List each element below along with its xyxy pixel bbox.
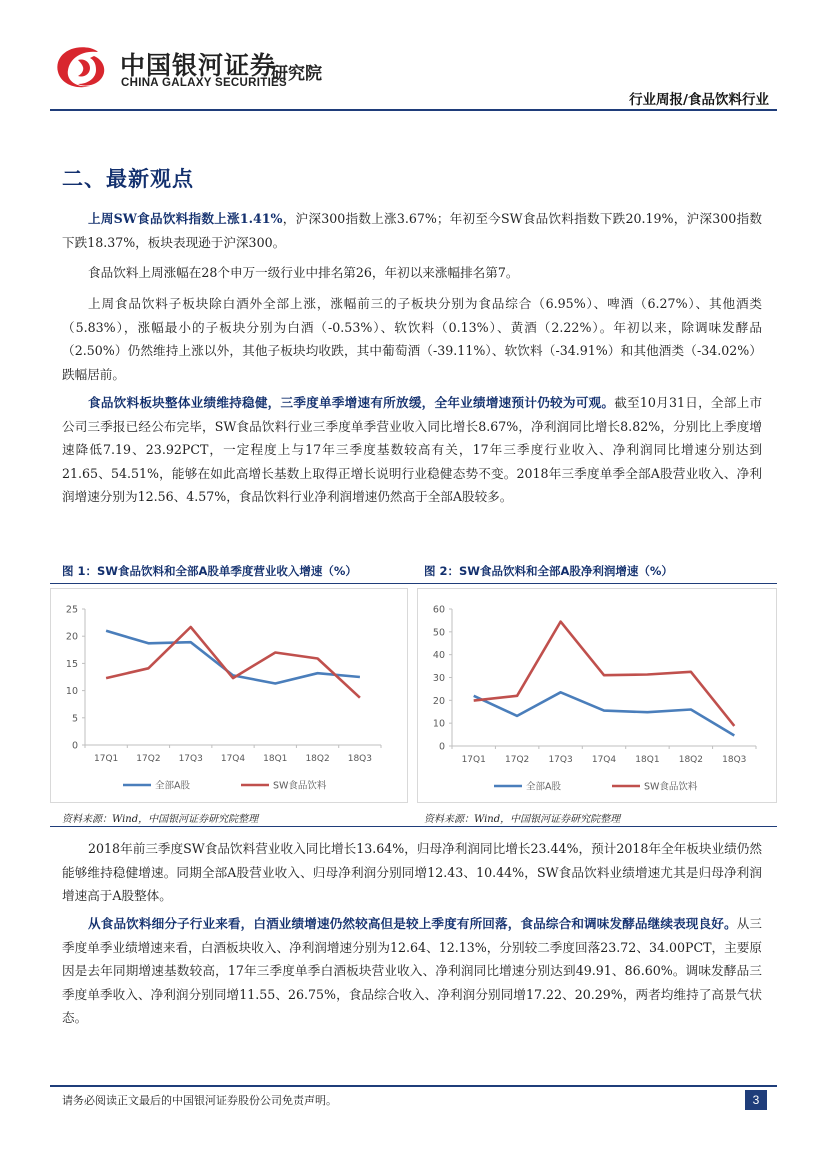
chart-1-x-tick-label: 17Q2	[136, 754, 161, 764]
figure-2-source: 资料来源：Wind，中国银河证券研究院整理	[424, 814, 621, 825]
chart-1-y-tick-label: 0	[71, 740, 78, 752]
chart-2-y-tick-label: 0	[438, 741, 445, 753]
figure-1-source: 资料来源：Wind，中国银河证券研究院整理	[62, 814, 259, 825]
page-number: 3	[745, 1090, 767, 1110]
chart-1-y-tick-label: 5	[71, 713, 78, 725]
chart-1-legend-label: 全部A股	[155, 780, 190, 792]
footer-rule	[50, 1085, 777, 1087]
company-name-en: CHINA GALAXY SECURITIES	[121, 77, 288, 89]
report-type: 行业周报/食品饮料行业	[629, 92, 769, 108]
chart-2	[418, 589, 776, 802]
chart-1-y-tick-label: 15	[65, 658, 78, 670]
chart-1-x-tick-label: 18Q3	[347, 754, 372, 764]
chart-2-y-tick-label: 50	[432, 627, 445, 639]
chart-1-series-sw-food-beverage-line	[106, 627, 360, 698]
chart-2-frame	[417, 588, 777, 803]
paragraph-6-body: 从三季度单季业绩增速来看，白酒板块收入、净利润增速分别为12.64、12.13%，分别较二季度回落23.72、34.00PCT，主要原因是去年同期增速基数较高，17年三季度单季白酒板块营业收入、净利润同比增速分别达到49.91、86.60%。调味发酵品三季度单季收入、净利润分别同增11.55、26.75%，食品综合收入、净利润分别同增17.22、20.29%，两者均维持了高景气状态。	[62, 916, 763, 1025]
paragraph-4-body: 截至10月31日，全部上市公司三季报已经公布完毕，SW食品饮料行业三季度单季营业收入同比增长8.67%，净利润同比增长8.82%，分别比上季度增速降低7.19、23.92PCT，一定程度上与17年三季度基数较高有关，17年三季度行业收入、净利润同比增速分别达到21.65、54.51%，能够在如此高增长基数上取得正增长说明行业稳健态势不变。2018年三季度单季全部A股营业收入、净利润增速分别为12.56、4.57%，食品饮料行业净利润增速仍然高于全部A股较多。	[62, 395, 762, 504]
header-rule	[50, 109, 777, 111]
paragraph-5: 2018年前三季度SW食品饮料营业收入同比增长13.64%，归母净利润同比增长23.44%，预计2018年全年板块业绩仍然能够维持稳健增速。同期全部A股营业收入、归母净利润分别同增12.43、10.44%，SW食品饮料业绩增速尤其是归母净利润增速高于A股整体。	[62, 841, 762, 903]
chart-2-y-tick-label: 10	[432, 718, 445, 730]
chart-1	[51, 589, 407, 802]
chart-1-frame	[50, 588, 408, 803]
chart-2-y-tick-label: 40	[432, 650, 445, 662]
chart-2-x-tick-label: 18Q1	[635, 755, 660, 765]
chart-1-y-tick-label: 10	[65, 686, 78, 698]
paragraph-1-lead: 上周SW食品饮料指数上涨1.41%	[88, 211, 283, 226]
company-name-cn: 中国银河证券	[120, 51, 277, 80]
chart-1-x-tick-label: 17Q1	[94, 754, 119, 764]
paragraph-1	[62, 207, 762, 254]
chart-2-series-all-a-shares-line	[474, 692, 735, 735]
chart-2-x-tick-label: 17Q2	[505, 755, 530, 765]
figure-1-title: 图 1：SW食品饮料和全部A股单季度营业收入增速（%）	[62, 564, 357, 578]
institute-name: 研究院	[271, 64, 322, 84]
footer-disclaimer: 请务必阅读正文最后的中国银河证券股份公司免责声明。	[62, 1094, 337, 1107]
chart-2-y-tick-label: 20	[432, 695, 445, 707]
paragraph-6	[62, 912, 762, 1030]
paragraph-3: 上周食品饮料子板块除白酒外全部上涨，涨幅前三的子板块分别为食品综合（6.95%）、啤酒（6.27%）、其他酒类（5.83%），涨幅最小的子板块分别为白酒（-0.53%）、软饮料（0.13%）、黄酒（2.22%）。年初以来，除调味发酵品（2.50%）仍然维持上涨以外，其他子板块均收跌，其中葡萄酒（-39.11%）、软饮料（-34.91%）和其他酒类（-34.02%）跌幅居前。	[62, 296, 762, 382]
section-title: 二、最新观点	[62, 167, 194, 191]
chart-1-x-tick-label: 17Q4	[220, 754, 246, 764]
galaxy-logo-icon	[50, 42, 112, 92]
figure-title-rule	[50, 583, 777, 584]
paragraph-6-lead: 从食品饮料细分子行业来看，白酒业绩增速仍然较高但是较上季度有所回落，食品综合和调味发酵品继续表现良好。	[88, 916, 737, 931]
figure-2-title: 图 2：SW食品饮料和全部A股净利润增速（%）	[424, 564, 673, 578]
chart-1-series-all-a-shares-line	[106, 631, 360, 684]
paragraph-4	[62, 391, 762, 509]
paragraph-1-body: ，沪深300指数上涨3.67%；年初至今SW食品饮料指数下跌20.19%，沪深300指数下跌18.37%，板块表现逊于沪深300。	[62, 211, 762, 250]
chart-2-x-tick-label: 17Q3	[548, 755, 573, 765]
logo-emblem	[50, 42, 112, 92]
chart-1-x-tick-label: 18Q1	[263, 754, 288, 764]
chart-2-y-tick-label: 60	[432, 604, 445, 616]
chart-1-y-tick-label: 25	[65, 604, 78, 616]
chart-2-legend-label: 全部A股	[526, 781, 561, 793]
chart-1-legend-label: SW食品饮料	[273, 780, 327, 792]
chart-2-legend-label: SW食品饮料	[644, 781, 698, 793]
figure-bottom-rule	[50, 826, 777, 827]
chart-2-y-tick-label: 30	[432, 673, 445, 684]
chart-2-x-tick-label: 18Q3	[722, 755, 747, 765]
chart-1-x-tick-label: 18Q2	[305, 754, 330, 764]
paragraph-2: 食品饮料上周涨幅在28个申万一级行业中排名第26，年初以来涨幅排名第7。	[88, 265, 519, 280]
paragraph-4-lead: 食品饮料板块整体业绩维持稳健，三季度单季增速有所放缓，全年业绩增速预计仍较为可观。	[88, 395, 615, 410]
chart-1-x-tick-label: 17Q3	[178, 754, 203, 764]
chart-2-x-tick-label: 18Q2	[678, 755, 703, 765]
chart-1-y-tick-label: 20	[65, 631, 78, 643]
chart-2-x-tick-label: 17Q4	[591, 755, 617, 765]
chart-2-x-tick-label: 17Q1	[461, 755, 486, 765]
